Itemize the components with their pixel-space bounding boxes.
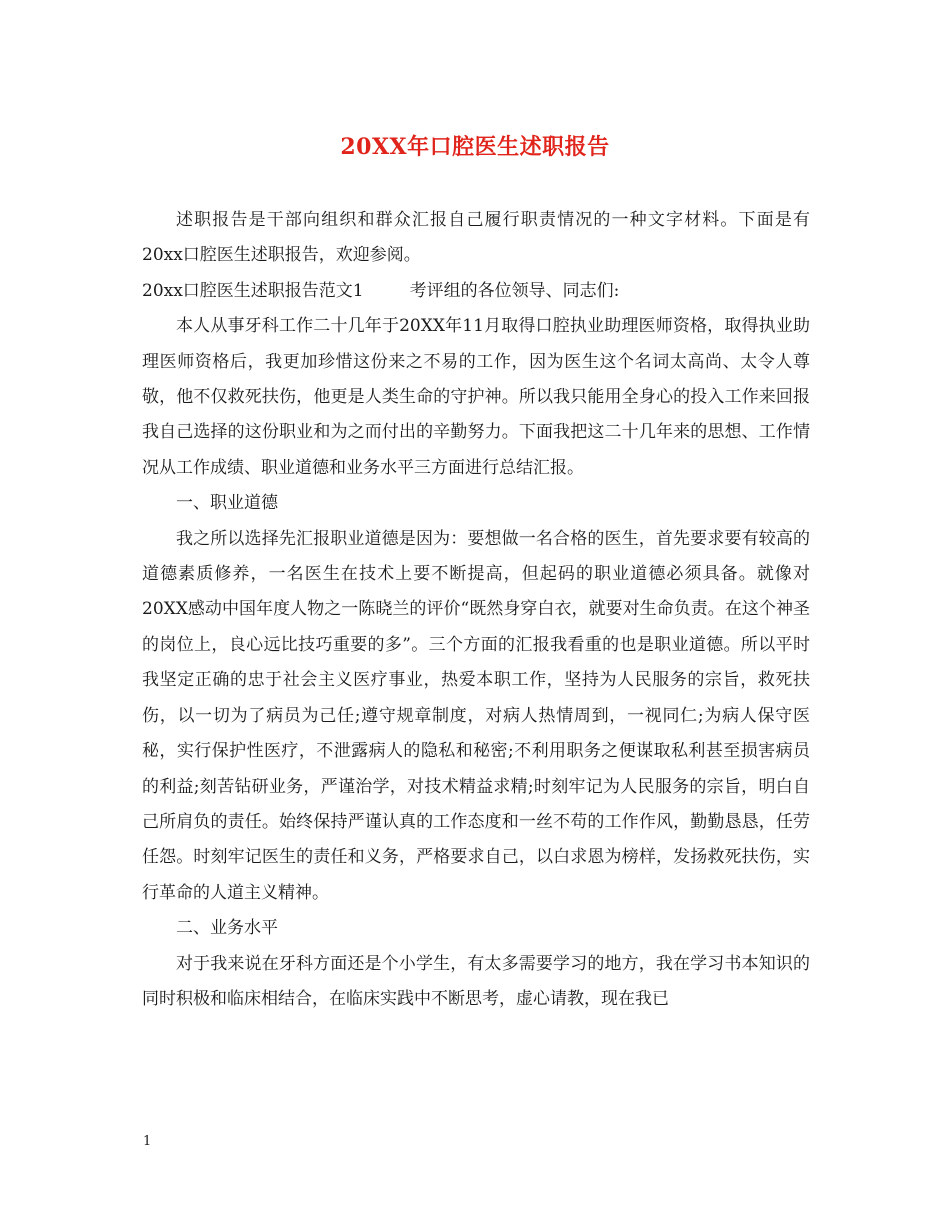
sample-label: 20xx口腔医生述职报告范文1	[142, 280, 364, 301]
intro-paragraph: 述职报告是干部向组织和群众汇报自己履行职责情况的一种文字材料。下面是有20xx口腔医生述职报告，欢迎参阅。	[142, 210, 810, 266]
section-heading-2: 二、业务水平	[176, 918, 278, 939]
salutation: 考评组的各位领导、同志们:	[409, 280, 620, 301]
sample-line	[142, 274, 810, 309]
document-title: 20XX年口腔医生述职报告	[340, 134, 610, 160]
paragraph-3: 对于我来说在牙科方面还是个小学生，有太多需要学习的地方，我在学习书本知识的同时积极和临床相结合，在临床实践中不断思考，虚心请教，现在我已	[142, 953, 810, 1009]
paragraph-1: 本人从事牙科工作二十几年于20XX年11月取得口腔执业助理医师资格，取得执业助理医师资格后，我更加珍惜这份来之不易的工作，因为医生这个名词太高尚、太令人尊敬，他不仅救死扶伤，他更是人类生命的守护神。所以我只能用全身心的投入工作来回报我自己选择的这份职业和为之而付出的辛勤努力。下面我把这二十几年来的思想、工作情况从工作成绩、职业道德和业务水平三方面进行总结汇报。	[142, 316, 810, 478]
page-number: 1	[143, 1134, 152, 1149]
paragraph-2: 我之所以选择先汇报职业道德是因为：要想做一名合格的医生，首先要求要有较高的道德素质修养，一名医生在技术上要不断提高，但起码的职业道德必须具备。就像对20XX感动中国年度人物之一陈晓兰的评价“既然身穿白衣，就要对生命负责。在这个神圣的岗位上，良心远比技巧重要的多”。三个方面的汇报我看重的也是职业道德。所以平时我坚定正确的忠于社会主义医疗事业，热爱本职工作，坚持为人民服务的宗旨，救死扶伤，以一切为了病员为己任;遵守规章制度，对病人热情周到，一视同仁;为病人保守医秘，实行保护性医疗，不泄露病人的隐私和秘密;不利用职务之便谋取私利甚至损害病员的利益;刻苦钻研业务，严谨治学，对技术精益求精;时刻牢记为人民服务的宗旨，明白自己所肩负的责任。始终保持严谨认真的工作态度和一丝不苟的工作作风，勤勤恳恳，任劳任怨。时刻牢记医生的责任和义务，严格要求自己，以白求恩为榜样，发扬救死扶伤，实行革命的人道主义精神。	[142, 528, 810, 903]
document-body	[142, 203, 810, 1017]
section-heading-1: 一、职业道德	[176, 493, 278, 514]
